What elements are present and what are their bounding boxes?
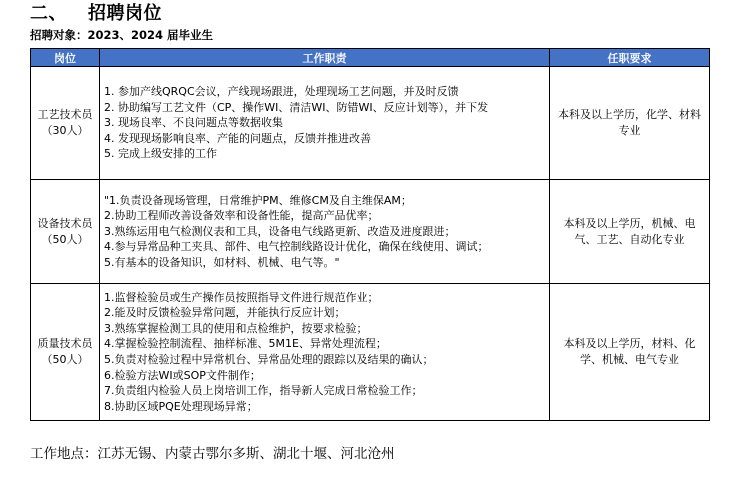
position-name: 质量技术员 [37,337,93,351]
duty-item: 1.监督检验员或生产操作员按照指导文件进行规范作业； [104,290,379,304]
duty-item: 4.参与异常品种工夹具、部件、电气控制线路设计优化，确保在线使用、调试； [104,240,489,254]
header-requirements: 任职要求 [550,49,710,67]
position-count: （30人） [41,124,89,137]
duty-item: 8.协助区域PQE处理现场异常； [104,399,258,413]
header-duties: 工作职责 [100,49,550,67]
section-title: 招聘岗位 [88,3,162,24]
duty-item: 2.协助工程师改善设备效率和设备性能，提高产品优率； [104,209,379,223]
position-name: 工艺技术员 [37,108,93,122]
duty-item: 3. 现场良率、不良问题点等数据收集 [104,116,283,130]
requirement-cell: 本科及以上学历，化学、材料专业 [550,67,710,180]
duty-item: 5.负责对检验过程中异常机台、异常品处理的跟踪以及结果的确认； [104,353,434,366]
duties-cell [100,284,550,421]
duty-item: 4. 发现现场影响良率、产能的问题点，反馈并推进改善 [104,131,371,145]
header-position: 岗位 [31,49,100,67]
position-cell [31,284,100,421]
duty-item: "1.负责设备现场管理，日常维护PM、维修CM及自主维保AM； [104,193,412,207]
position-name: 设备技术员 [37,216,93,230]
position-count: （50人） [41,232,89,246]
duty-item: 4.掌握检验控制流程、抽样标准、5M1E、异常处理流程； [104,337,387,351]
positions-table [30,48,710,421]
position-cell [31,180,100,284]
table-row [31,180,710,284]
table-row [31,67,710,180]
position-cell [31,67,100,180]
position-count: （50人） [41,353,89,366]
duty-item: 7.负责组内检验人员上岗培训工作，指导新人完成日常检验工作； [104,384,423,398]
duty-item: 1. 参加产线QRQC会议，产线现场跟进，处理现场工艺问题，并及时反馈 [104,85,459,99]
table-header-row [31,49,710,67]
duty-item: 2. 协助编写工艺文件（CP、操作WI、清洁WI、防错WI、反应计划等），并下发 [104,100,489,114]
duties-cell [100,67,550,180]
section-number: 二、 [30,3,67,24]
duty-item: 6.检验方法WI或SOP文件制作； [104,368,261,382]
recruitment-target: 招聘对象：2023、2024 届毕业生 [30,28,214,42]
duty-item: 5.有基本的设备知识，如材料、机械、电气等。" [104,255,340,269]
duty-item: 2.能及时反馈检验异常问题，并能执行反应计划； [104,306,346,320]
table-row [31,284,710,421]
requirement-cell: 本科及以上学历，材料、化学、机械、电气专业 [550,284,710,421]
requirement-cell: 本科及以上学历，机械、电气、工艺、自动化专业 [550,180,710,284]
work-location: 工作地点：江苏无锡、内蒙古鄂尔多斯、湖北十堰、河北沧州 [30,446,395,462]
duty-item: 3.熟练掌握检测工具的使用和点检维护，按要求检验； [104,321,368,335]
duty-item: 3.熟练运用电气检测仪表和工具，设备电气线路更新、改造及进度跟进； [104,224,456,238]
duty-item: 5. 完成上级安排的工作 [104,147,217,161]
section-heading [30,0,162,24]
duties-cell [100,180,550,284]
